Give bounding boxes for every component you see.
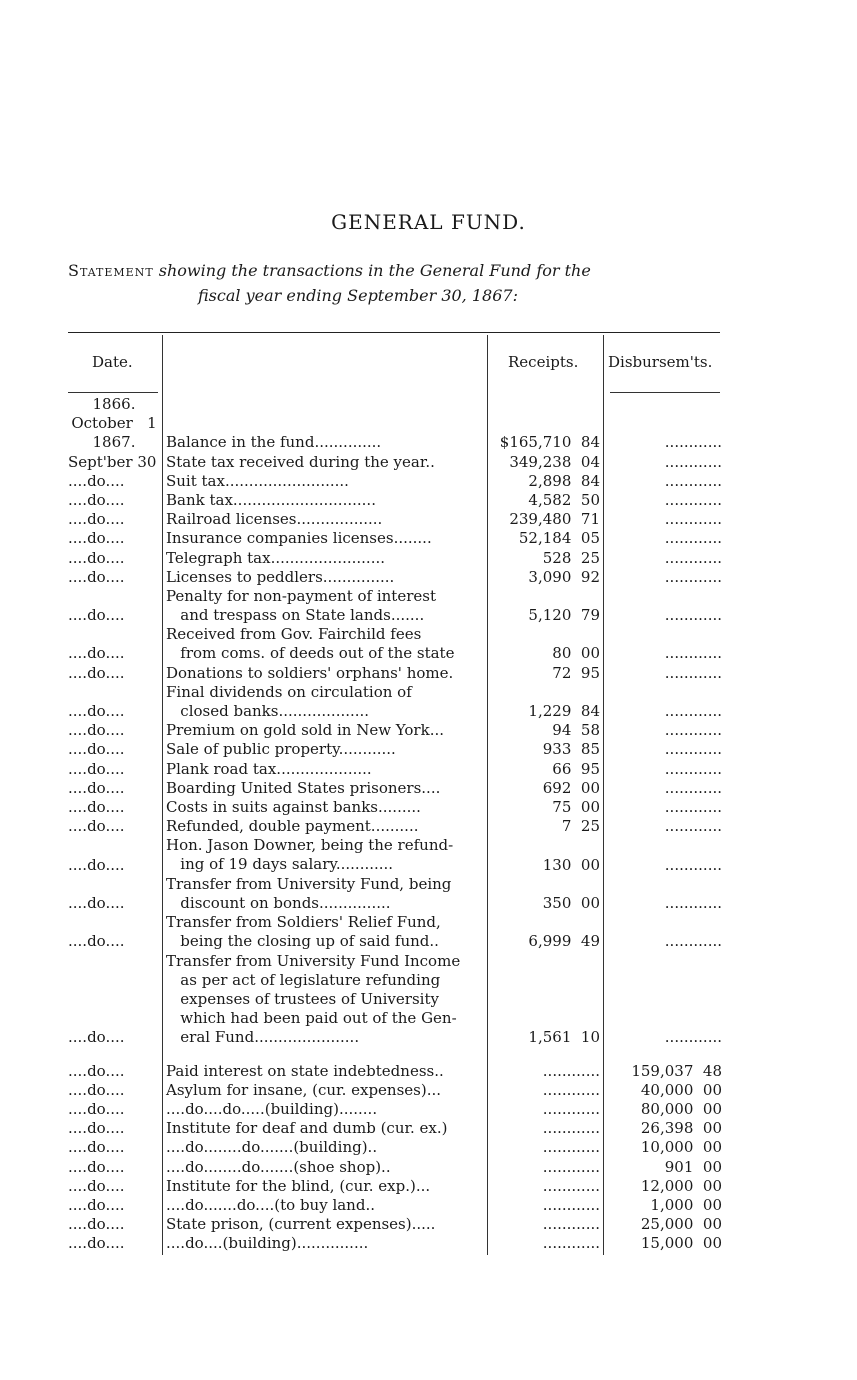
row-date: ....do.... [68, 1080, 125, 1099]
row-disbursements: ............ [664, 740, 722, 759]
table-row [0, 1100, 857, 1119]
row-disbursements: ............ [664, 817, 722, 836]
row-disbursements: ............ [664, 798, 722, 817]
row-disbursements: 901 00 [664, 1157, 722, 1176]
row-disbursements: 159,037 48 [631, 1061, 722, 1080]
statement-line2: fiscal year ending September 30, 1867: [198, 286, 518, 305]
row-receipts: ............ [542, 1215, 600, 1234]
row-disbursements: ............ [664, 663, 722, 682]
row-receipts: 2,898 84 [528, 471, 600, 490]
row-description: Transfer from University Fund Income as per act of legislature refunding expenses of trustees of University which had been paid out of the Gen- eral Fund...................... [166, 951, 461, 1046]
row-description: Transfer from University Fund, being discount on bonds............... [166, 874, 452, 912]
row-disbursements: 1,000 00 [650, 1195, 722, 1214]
row-description: Railroad licenses.................. [166, 510, 383, 529]
row-receipts: $165,710 84 [499, 433, 600, 452]
table-row [0, 952, 857, 1048]
row-disbursements: 80,000 00 [640, 1099, 722, 1118]
row-receipts: 7 25 [561, 817, 600, 836]
row-description: Final dividends on circulation of closed banks................... [166, 682, 412, 720]
row-description: Asylum for insane, (cur. expenses)... [166, 1080, 442, 1099]
row-date: ....do.... [68, 1061, 125, 1080]
row-disbursements: ............ [664, 778, 722, 797]
statement-line1: showing the transactions in the General Fund for the [158, 261, 591, 280]
row-date: ....do.... [68, 490, 125, 509]
table-row [0, 549, 857, 568]
row-disbursements: ............ [664, 490, 722, 509]
row-receipts: 80 00 [552, 644, 600, 663]
row-disbursements: ............ [664, 932, 722, 951]
row-receipts: 349,238 04 [509, 452, 600, 471]
row-disbursements: 15,000 00 [640, 1234, 722, 1253]
table-row [0, 510, 857, 529]
table-row [0, 1081, 857, 1100]
row-date: ....do.... [68, 1234, 125, 1253]
table-row [0, 625, 857, 663]
row-disbursements: ............ [664, 855, 722, 874]
row-description: ....do........do.......(building).. [166, 1138, 378, 1157]
row-disbursements: 26,398 00 [640, 1119, 722, 1138]
row-receipts: 239,480 71 [509, 510, 600, 529]
row-description: Telegraph tax........................ [166, 548, 386, 567]
row-date: ....do.... [68, 1138, 125, 1157]
row-disbursements: ............ [664, 471, 722, 490]
row-date: ....do.... [68, 817, 125, 836]
row-date: ....do.... [68, 471, 125, 490]
table-row [0, 740, 857, 759]
row-receipts: 5,120 79 [528, 606, 600, 625]
table-row [0, 395, 857, 453]
row-receipts: ............ [542, 1157, 600, 1176]
row-receipts: 52,184 05 [518, 529, 600, 548]
table-row [0, 664, 857, 683]
row-description: Sale of public property............ [166, 740, 396, 759]
row-description: Penalty for non-payment of interest and trespass on State lands....... [166, 586, 436, 624]
row-description: Donations to soldiers' orphans' home. [166, 663, 454, 682]
table-row [0, 1138, 857, 1157]
row-receipts: 528 25 [542, 548, 600, 567]
row-date: ....do.... [68, 606, 125, 625]
row-description: Plank road tax.................... [166, 759, 372, 778]
row-description: Bank tax.............................. [166, 490, 376, 509]
row-description: Hon. Jason Downer, being the refund- ing of 19 days salary............ [166, 836, 454, 874]
row-description: ....do.......do....(to buy land.. [166, 1195, 375, 1214]
row-description: Premium on gold sold in New York... [166, 721, 444, 740]
row-disbursements: ............ [664, 567, 722, 586]
row-disbursements: 10,000 00 [640, 1138, 722, 1157]
row-receipts: ............ [542, 1176, 600, 1195]
row-date: ....do.... [68, 702, 125, 721]
row-date: ....do.... [68, 759, 125, 778]
row-description: Paid interest on state indebtedness.. [166, 1061, 444, 1080]
row-receipts: ............ [542, 1061, 600, 1080]
table-row [0, 913, 857, 951]
row-date: ....do.... [68, 721, 125, 740]
row-disbursements: ............ [664, 452, 722, 471]
table-row [0, 779, 857, 798]
row-disbursements: ............ [664, 548, 722, 567]
table-row [0, 1234, 857, 1253]
row-date: ....do.... [68, 1099, 125, 1118]
header-disbursements: Disbursem'ts. [608, 353, 713, 371]
table-row [0, 472, 857, 491]
row-date: ....do.... [68, 740, 125, 759]
table-row [0, 491, 857, 510]
table-row [0, 760, 857, 779]
table-row [0, 587, 857, 625]
table-row [0, 1119, 857, 1138]
row-receipts: 350 00 [542, 893, 600, 912]
row-description: Insurance companies licenses........ [166, 529, 432, 548]
statement-lead: Statement [68, 261, 154, 280]
row-receipts: 933 85 [542, 740, 600, 759]
table-row [0, 798, 857, 817]
row-description: ....do....do.....(building)........ [166, 1099, 378, 1118]
row-disbursements: ............ [664, 893, 722, 912]
row-disbursements: 12,000 00 [640, 1176, 722, 1195]
table-row [0, 1196, 857, 1215]
row-date: ....do.... [68, 893, 125, 912]
table-row [0, 817, 857, 836]
table-row [0, 453, 857, 472]
row-receipts: 692 00 [542, 778, 600, 797]
row-date: Sept'ber 30 [68, 452, 157, 471]
row-disbursements: ............ [664, 529, 722, 548]
row-date: ....do.... [68, 510, 125, 529]
row-date: 1866. October 1 1867. [71, 395, 157, 451]
table-row [0, 529, 857, 548]
row-description: Licenses to peddlers............... [166, 567, 395, 586]
row-receipts: ............ [542, 1080, 600, 1099]
row-receipts: 4,582 50 [528, 490, 600, 509]
row-date: ....do.... [68, 778, 125, 797]
row-date: ....do.... [68, 1157, 125, 1176]
row-receipts: 130 00 [542, 855, 600, 874]
header-date: Date. [92, 353, 133, 371]
row-receipts: 75 00 [552, 798, 600, 817]
row-receipts: 6,999 49 [528, 932, 600, 951]
row-description: State tax received during the year.. [166, 452, 435, 471]
header-rule [68, 392, 158, 393]
row-receipts: ............ [542, 1099, 600, 1118]
row-disbursements: ............ [664, 606, 722, 625]
row-receipts: ............ [542, 1234, 600, 1253]
table-row [0, 1158, 857, 1177]
row-receipts: 94 58 [552, 721, 600, 740]
row-description: Costs in suits against banks......... [166, 798, 421, 817]
row-date: ....do.... [68, 1176, 125, 1195]
row-description: State prison, (current expenses)..... [166, 1215, 436, 1234]
row-disbursements: ............ [664, 1028, 722, 1047]
row-disbursements: ............ [664, 702, 722, 721]
row-date: ....do.... [68, 798, 125, 817]
page-title: GENERAL FUND. [331, 210, 526, 234]
row-receipts: ............ [542, 1119, 600, 1138]
row-description: Transfer from Soldiers' Relief Fund, being the closing up of said fund.. [166, 913, 441, 951]
table-row [0, 1215, 857, 1234]
row-description: Suit tax.......................... [166, 471, 349, 490]
row-receipts: ............ [542, 1138, 600, 1157]
row-date: ....do.... [68, 1215, 125, 1234]
ledger-table [0, 395, 857, 1253]
row-receipts: 1,229 84 [528, 702, 600, 721]
row-date: ....do.... [68, 1195, 125, 1214]
table-row [0, 683, 857, 721]
table-row [0, 1177, 857, 1196]
table-row [0, 875, 857, 913]
row-description: Balance in the fund.............. [166, 433, 382, 452]
row-description: ....do........do.......(shoe shop).. [166, 1157, 391, 1176]
row-description: Refunded, double payment.......... [166, 817, 419, 836]
row-disbursements: 40,000 00 [640, 1080, 722, 1099]
statement-caption [68, 258, 720, 308]
table-top-rule [68, 332, 720, 333]
row-receipts: 1,561 10 [528, 1028, 600, 1047]
row-disbursements: ............ [664, 644, 722, 663]
row-disbursements: ............ [664, 433, 722, 452]
row-disbursements: ............ [664, 759, 722, 778]
table-row [0, 721, 857, 740]
table-row [0, 836, 857, 874]
row-description: Institute for deaf and dumb (cur. ex.) [166, 1119, 448, 1138]
table-row [0, 568, 857, 587]
row-date: ....do.... [68, 1028, 125, 1047]
row-date: ....do.... [68, 548, 125, 567]
row-description: ....do....(building)............... [166, 1234, 369, 1253]
row-disbursements: ............ [664, 721, 722, 740]
row-receipts: ............ [542, 1195, 600, 1214]
header-rule [610, 392, 720, 393]
row-date: ....do.... [68, 855, 125, 874]
row-disbursements: ............ [664, 510, 722, 529]
row-description: Institute for the blind, (cur. exp.)... [166, 1176, 431, 1195]
row-receipts: 66 95 [552, 759, 600, 778]
row-date: ....do.... [68, 1119, 125, 1138]
row-description: Boarding United States prisoners.... [166, 778, 441, 797]
row-date: ....do.... [68, 644, 125, 663]
row-date: ....do.... [68, 567, 125, 586]
row-date: ....do.... [68, 529, 125, 548]
row-date: ....do.... [68, 663, 125, 682]
row-description: Received from Gov. Fairchild fees from coms. of deeds out of the state [166, 625, 455, 663]
header-receipts: Receipts. [508, 353, 579, 371]
row-date: ....do.... [68, 932, 125, 951]
table-row [0, 1062, 857, 1081]
row-disbursements: 25,000 00 [640, 1215, 722, 1234]
row-receipts: 3,090 92 [528, 567, 600, 586]
row-receipts: 72 95 [552, 663, 600, 682]
